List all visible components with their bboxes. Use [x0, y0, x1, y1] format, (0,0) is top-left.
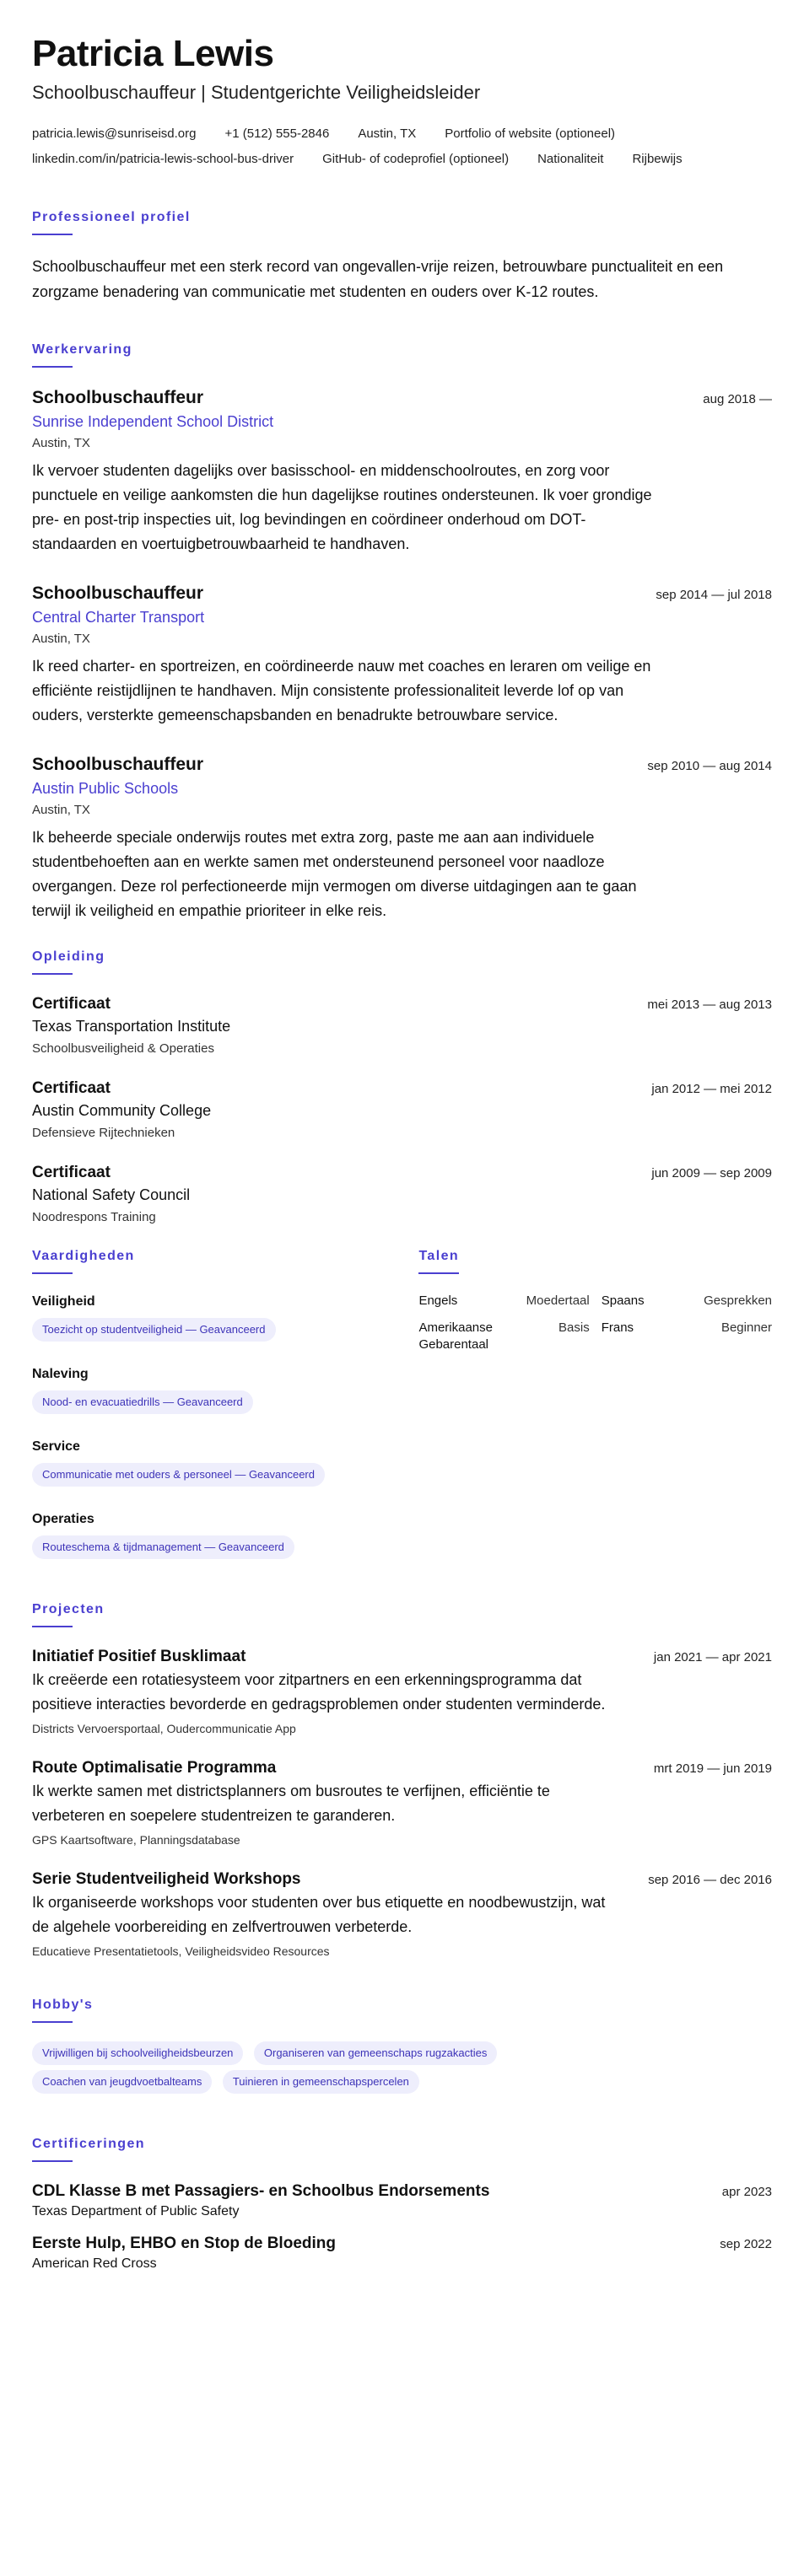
- project-title: Route Optimalisatie Programma: [32, 1759, 277, 1777]
- project-tools: Districts Vervoersportaal, Oudercommunicatie App: [32, 1722, 296, 1735]
- job-description: Ik beheerde speciale onderwijs routes met extra zorg, paste me aan aan individuele studentbehoeften aan en werkte samen met ondersteunend personeel voor naadloze overgangen. Deze rol perfectioneerde mijn vermogen om diverse uitdagingen aan te gaan terwijl ik veiligheid en empathie prioriteer in elke reis.: [32, 829, 637, 919]
- resume-header: [32, 32, 772, 172]
- education-field: Schoolbusveiligheid & Operaties: [32, 1041, 214, 1056]
- section-divider: [32, 973, 73, 975]
- certification-issuer: American Red Cross: [32, 2256, 157, 2271]
- skill-tag: Toezicht op studentveiligheid — Geavanceerd: [32, 1318, 276, 1342]
- skill-tag: Nood- en evacuatiedrills — Geavanceerd: [32, 1390, 253, 1414]
- contact-portfolio[interactable]: Portfolio of website (optioneel): [445, 126, 616, 141]
- project-entry: [32, 1869, 772, 1960]
- job-date: sep 2010 — aug 2014: [647, 759, 772, 773]
- education-degree: Certificaat: [32, 995, 111, 1013]
- certification-name: Eerste Hulp, EHBO en Stop de Bloeding: [32, 2235, 336, 2252]
- language-name: Spaans: [601, 1293, 645, 1308]
- certification-date: apr 2023: [721, 2185, 772, 2199]
- section-divider: [32, 366, 73, 368]
- contact-location: Austin, TX: [358, 126, 417, 141]
- project-date: jan 2021 — apr 2021: [653, 1650, 772, 1664]
- section-divider: [32, 1272, 73, 1274]
- section-title: Werkervaring: [32, 342, 132, 357]
- language-item: [602, 1320, 772, 1353]
- education-institution: Austin Community College: [32, 1102, 212, 1119]
- section-title: Professioneel profiel: [32, 210, 191, 224]
- education-date: jun 2009 — sep 2009: [651, 1166, 772, 1180]
- project-tools: Educatieve Presentatietools, Veiligheidsvideo Resources: [32, 1944, 330, 1958]
- education-field: Defensieve Rijtechnieken: [32, 1126, 175, 1140]
- headline: Schoolbuschauffeur | Studentgerichte Veiligheidsleider: [32, 82, 481, 103]
- section-divider: [32, 2160, 73, 2162]
- job-date: sep 2014 — jul 2018: [656, 588, 772, 602]
- language-level: Basis: [558, 1320, 590, 1335]
- language-name: Engels: [418, 1293, 458, 1308]
- job-employer[interactable]: Central Charter Transport: [32, 609, 205, 626]
- experience-section: [32, 341, 772, 923]
- skill-group: [32, 1293, 418, 1347]
- skill-category: Naleving: [32, 1367, 89, 1381]
- job-employer[interactable]: Sunrise Independent School District: [32, 413, 274, 430]
- education-degree: Certificaat: [32, 1079, 111, 1097]
- contact-linkedin[interactable]: linkedin.com/in/patricia-lewis-school-bus-driver: [32, 152, 294, 166]
- job-entry: [32, 386, 772, 557]
- certification-date: sep 2022: [720, 2237, 772, 2251]
- education-institution: Texas Transportation Institute: [32, 1018, 231, 1035]
- job-description: Ik vervoer studenten dagelijks over basisschool- en middenschoolroutes, en zorg voor punctuele en veilige aankomsten die hun dagelijkse routines ondersteunen. Ik voer grondige pre- en post-trip inspecties uit, log bevindingen en coördineer onderhoud om DOT-standaarden en voertuigbetrouwbaarheid te handhaven.: [32, 462, 652, 552]
- certification-issuer: Texas Department of Public Safety: [32, 2204, 240, 2218]
- section-title: Talen: [418, 1249, 460, 1263]
- language-name: Frans: [601, 1320, 634, 1335]
- section-title: Hobby's: [32, 1998, 94, 2012]
- contact-email[interactable]: patricia.lewis@sunriseisd.org: [32, 126, 197, 141]
- education-institution: National Safety Council: [32, 1186, 191, 1203]
- projects-section: [32, 1601, 772, 1960]
- certification-entry: [32, 2181, 772, 2221]
- job-location: Austin, TX: [32, 632, 90, 646]
- language-level: Beginner: [720, 1320, 772, 1335]
- project-title: Serie Studentveiligheid Workshops: [32, 1870, 301, 1888]
- project-tools: GPS Kaartsoftware, Planningsdatabase: [32, 1833, 240, 1847]
- skill-tag: Routeschema & tijdmanagement — Geavanceerd: [32, 1535, 294, 1559]
- education-field: Noodrespons Training: [32, 1210, 156, 1224]
- project-description: Ik organiseerde workshops voor studenten over bus etiquette en noodbewustzijn, wat de algehele voorbereiding en zelfvertrouwen verbeterde.: [32, 1894, 606, 1935]
- project-description: Ik creëerde een rotatiesysteem voor zitpartners en een erkenningsprogramma dat positieve interacties bevorderde en gedragsproblemen onder studenten verminderde.: [32, 1671, 606, 1713]
- skill-tag: Communicatie met ouders & personeel — Geavanceerd: [32, 1463, 325, 1487]
- project-entry: [32, 1757, 772, 1848]
- skill-category: Veiligheid: [32, 1294, 95, 1309]
- certifications-section: [32, 2136, 772, 2273]
- hobby-list: [32, 2041, 724, 2099]
- skills-languages-row: [32, 1248, 772, 1564]
- hobby-tag: Vrijwilligen bij schoolveiligheidsbeurzen: [32, 2041, 243, 2065]
- skill-group: [32, 1365, 418, 1419]
- profile-summary: Schoolbuschauffeur met een sterk record van ongevallen-vrije reizen, betrouwbare punctualiteit en een zorgzame benadering van communicatie met studenten en ouders over K-12 routes.: [32, 258, 724, 300]
- job-entry: [32, 753, 772, 923]
- section-divider: [418, 1272, 459, 1274]
- language-name: Amerikaanse Gebarentaal: [418, 1320, 493, 1352]
- job-location: Austin, TX: [32, 436, 90, 450]
- section-title: Opleiding: [32, 949, 105, 964]
- skill-group: [32, 1510, 418, 1564]
- section-divider: [32, 2021, 73, 2023]
- job-description: Ik reed charter- en sportreizen, en coördineerde nauw met coaches en leraren om veilige en efficiënte reistijdlijnen te handhaven. Mijn consistente professionaliteit leverde lof op van ouders, versterkte gemeenschapsbanden en benadrukte betrouwbare service.: [32, 658, 651, 723]
- hobby-tag: Organiseren van gemeenschaps rugzakacties: [254, 2041, 497, 2065]
- job-entry: [32, 582, 772, 728]
- contact-list: [32, 121, 772, 172]
- contact-github[interactable]: GitHub- of codeprofiel (optioneel): [322, 152, 510, 166]
- job-location: Austin, TX: [32, 803, 90, 817]
- language-item: [602, 1293, 772, 1310]
- certification-name: CDL Klasse B met Passagiers- en Schoolbus Endorsements: [32, 2182, 490, 2200]
- education-date: mei 2013 — aug 2013: [647, 998, 772, 1012]
- project-title: Initiatief Positief Busklimaat: [32, 1648, 246, 1665]
- project-date: mrt 2019 — jun 2019: [653, 1761, 772, 1776]
- hobby-tag: Tuinieren in gemeenschapspercelen: [223, 2070, 419, 2094]
- language-item: [418, 1320, 589, 1353]
- section-title: Projecten: [32, 1602, 105, 1616]
- job-title: Schoolbuschauffeur: [32, 388, 204, 407]
- section-divider: [32, 1626, 73, 1627]
- project-entry: [32, 1646, 772, 1737]
- education-date: jan 2012 — mei 2012: [651, 1082, 772, 1096]
- education-entry: [32, 1162, 772, 1228]
- skills-section: [32, 1248, 418, 1564]
- certification-entry: [32, 2233, 772, 2273]
- contact-drivers-license: Rijbewijs: [632, 152, 683, 166]
- language-level: Moedertaal: [526, 1293, 590, 1308]
- skill-category: Operaties: [32, 1512, 94, 1526]
- skill-category: Service: [32, 1439, 80, 1454]
- hobby-tag: Coachen van jeugdvoetbalteams: [32, 2070, 212, 2094]
- project-description: Ik werkte samen met districtsplanners om busroutes te verfijnen, efficiëntie te verbeteren en soepelere studentreizen te garanderen.: [32, 1783, 550, 1824]
- job-title: Schoolbuschauffeur: [32, 755, 204, 774]
- section-divider: [32, 234, 73, 235]
- language-item: [418, 1293, 589, 1310]
- education-degree: Certificaat: [32, 1164, 111, 1181]
- candidate-name: Patricia Lewis: [32, 33, 274, 74]
- job-date: aug 2018 —: [703, 392, 772, 406]
- contact-phone[interactable]: +1 (512) 555-2846: [224, 126, 330, 141]
- education-section: [32, 949, 772, 1228]
- job-employer[interactable]: Austin Public Schools: [32, 780, 179, 797]
- project-date: sep 2016 — dec 2016: [648, 1873, 772, 1887]
- job-title: Schoolbuschauffeur: [32, 583, 204, 603]
- languages-section: [418, 1248, 772, 1564]
- education-entry: [32, 993, 772, 1059]
- profile-section: [32, 209, 772, 304]
- education-entry: [32, 1078, 772, 1143]
- hobbies-section: [32, 1997, 772, 2099]
- skill-group: [32, 1438, 418, 1492]
- language-level: Gesprekken: [704, 1293, 772, 1308]
- contact-nationality: Nationaliteit: [537, 152, 604, 166]
- language-list: [418, 1293, 772, 1353]
- section-title: Vaardigheden: [32, 1249, 135, 1263]
- section-title: Certificeringen: [32, 2137, 145, 2151]
